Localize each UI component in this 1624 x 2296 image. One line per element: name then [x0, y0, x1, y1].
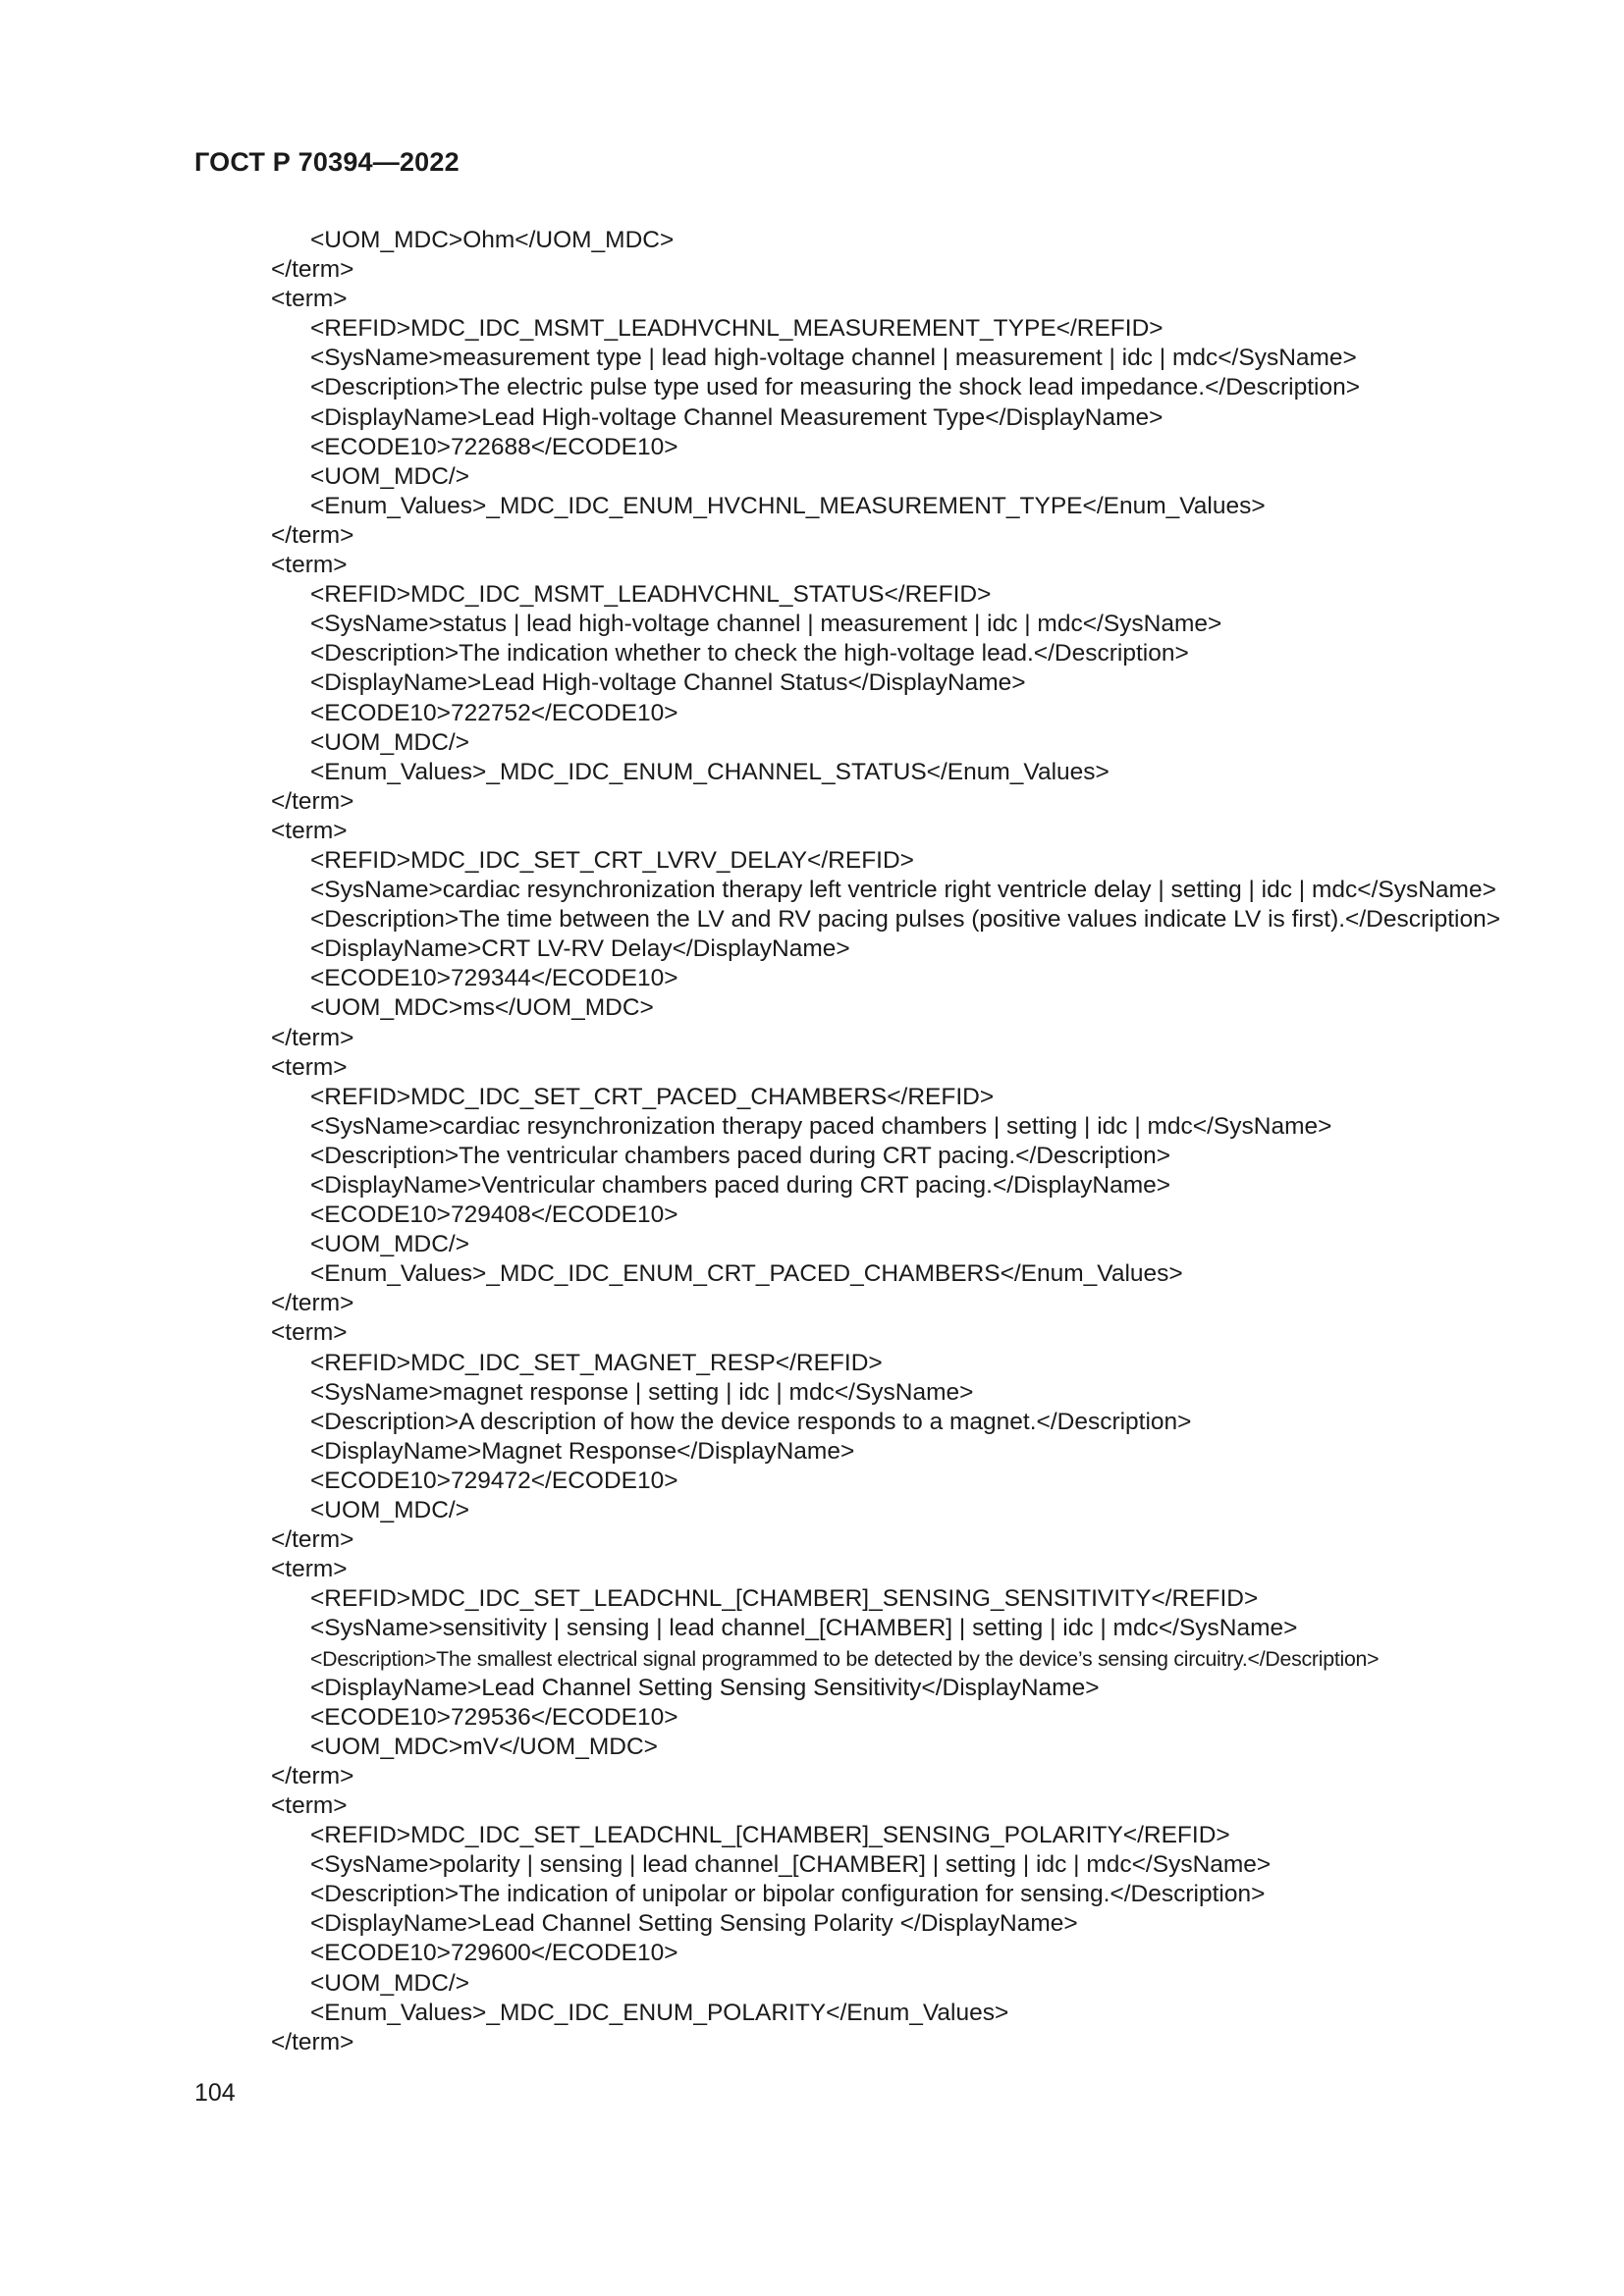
page-header-standard-code: ГОСТ Р 70394—2022	[194, 147, 460, 177]
code-line: <Description>The indication of unipolar or bipolar configuration for sensing.</Description>	[310, 1881, 1266, 1908]
code-line: <ECODE10>729472</ECODE10>	[310, 1467, 678, 1494]
code-line: <DisplayName>Lead Channel Setting Sensing Polarity </DisplayName>	[310, 1910, 1078, 1938]
code-line: <Description>The electric pulse type used for measuring the shock lead impedance.</Description>	[310, 374, 1361, 401]
code-line: <UOM_MDC>ms</UOM_MDC>	[310, 994, 654, 1022]
code-line: <REFID>MDC_IDC_SET_CRT_LVRV_DELAY</REFID>	[310, 846, 914, 874]
code-line: <term>	[271, 1791, 348, 1819]
code-line: <UOM_MDC>Ohm</UOM_MDC>	[310, 227, 675, 253]
code-line: <UOM_MDC>mV</UOM_MDC>	[310, 1733, 658, 1760]
code-line: <REFID>MDC_IDC_SET_CRT_PACED_CHAMBERS</REFID>	[310, 1083, 995, 1110]
code-line: <UOM_MDC/>	[310, 1497, 470, 1524]
code-line: </term>	[271, 787, 354, 815]
xml-code-listing	[271, 226, 1500, 2057]
code-line: <DisplayName>Ventricular chambers paced during CRT pacing.</DisplayName>	[310, 1172, 1171, 1199]
code-line: <UOM_MDC/>	[310, 1969, 470, 1997]
code-line: <Enum_Values>_MDC_IDC_ENUM_POLARITY</Enum_Values>	[310, 1999, 1009, 2026]
code-line: <ECODE10>729536</ECODE10>	[310, 1703, 678, 1731]
code-line: </term>	[271, 1762, 354, 1789]
code-line: <DisplayName>CRT LV-RV Delay</DisplayName>	[310, 935, 850, 963]
code-line: <UOM_MDC/>	[310, 1231, 470, 1258]
code-line: </term>	[271, 521, 354, 549]
code-line: <Enum_Values>_MDC_IDC_ENUM_CRT_PACED_CHAMBERS</Enum_Values>	[310, 1260, 1183, 1288]
code-line: <REFID>MDC_IDC_SET_LEADCHNL_[CHAMBER]_SENSING_SENSITIVITY</REFID>	[310, 1585, 1259, 1613]
code-line: </term>	[271, 2028, 354, 2056]
code-line: <ECODE10>729344</ECODE10>	[310, 965, 678, 992]
code-line: </term>	[271, 1290, 354, 1317]
code-line: <ECODE10>729600</ECODE10>	[310, 1940, 678, 1967]
code-line: <term>	[271, 817, 348, 844]
code-line: <ECODE10>722688</ECODE10>	[310, 433, 678, 460]
code-line: <SysName>cardiac resynchronization therapy left ventricle right ventricle delay | setting | idc | mdc</SysName>	[310, 877, 1496, 904]
code-line: <SysName>polarity | sensing | lead channel_[CHAMBER] | setting | idc | mdc</SysName>	[310, 1851, 1272, 1879]
code-line: <term>	[271, 286, 348, 313]
code-line: <SysName>status | lead high-voltage channel | measurement | idc | mdc</SysName>	[310, 611, 1222, 638]
code-line: <UOM_MDC/>	[310, 462, 470, 490]
code-line: </term>	[271, 1526, 354, 1554]
code-line: <SysName>sensitivity | sensing | lead channel_[CHAMBER] | setting | idc | mdc</SysName>	[310, 1615, 1298, 1642]
code-line: <ECODE10>722752</ECODE10>	[310, 699, 678, 726]
code-line: <REFID>MDC_IDC_SET_MAGNET_RESP</REFID>	[310, 1349, 883, 1376]
code-line: <SysName>measurement type | lead high-voltage channel | measurement | idc | mdc</SysName>	[310, 345, 1357, 372]
code-line: <Description>The indication whether to check the high-voltage lead.</Description>	[310, 640, 1189, 667]
code-line: <Description>A description of how the device responds to a magnet.</Description>	[310, 1408, 1192, 1435]
code-line: <Description>The ventricular chambers paced during CRT pacing.</Description>	[310, 1142, 1171, 1169]
code-line: <term>	[271, 1556, 348, 1583]
code-line: <REFID>MDC_IDC_MSMT_LEADHVCHNL_MEASUREMENT_TYPE</REFID>	[310, 315, 1164, 343]
code-line: <term>	[271, 1319, 348, 1347]
code-line: <SysName>magnet response | setting | idc | mdc</SysName>	[310, 1378, 974, 1406]
code-line: </term>	[271, 1024, 354, 1051]
code-line: <term>	[271, 1053, 348, 1081]
code-line: <DisplayName>Lead Channel Setting Sensing Sensitivity</DisplayName>	[310, 1674, 1100, 1701]
code-line: </term>	[271, 256, 354, 284]
page-number: 104	[194, 2079, 236, 2107]
code-line: <REFID>MDC_IDC_MSMT_LEADHVCHNL_STATUS</REFID>	[310, 581, 992, 609]
code-line: <REFID>MDC_IDC_SET_LEADCHNL_[CHAMBER]_SENSING_POLARITY</REFID>	[310, 1822, 1230, 1849]
code-line: <Enum_Values>_MDC_IDC_ENUM_CHANNEL_STATUS</Enum_Values>	[310, 758, 1110, 785]
code-line: <ECODE10>729408</ECODE10>	[310, 1201, 678, 1229]
code-line: <UOM_MDC/>	[310, 728, 470, 756]
code-line: <Description>The time between the LV and RV pacing pulses (positive values indicate LV is first).</Description>	[310, 906, 1501, 934]
code-line: <DisplayName>Lead High-voltage Channel Status</DisplayName>	[310, 669, 1026, 697]
code-line: <term>	[271, 552, 348, 579]
code-line: <DisplayName>Lead High-voltage Channel Measurement Type</DisplayName>	[310, 403, 1164, 431]
code-line: <DisplayName>Magnet Response</DisplayName>	[310, 1437, 855, 1465]
code-line: <Enum_Values>_MDC_IDC_ENUM_HVCHNL_MEASUREMENT_TYPE</Enum_Values>	[310, 492, 1266, 519]
code-line: <Description>The smallest electrical signal programmed to be detected by the device’s sensing circuitry.</Description>	[310, 1646, 1380, 1671]
code-line: <SysName>cardiac resynchronization therapy paced chambers | setting | idc | mdc</SysName>	[310, 1112, 1332, 1140]
